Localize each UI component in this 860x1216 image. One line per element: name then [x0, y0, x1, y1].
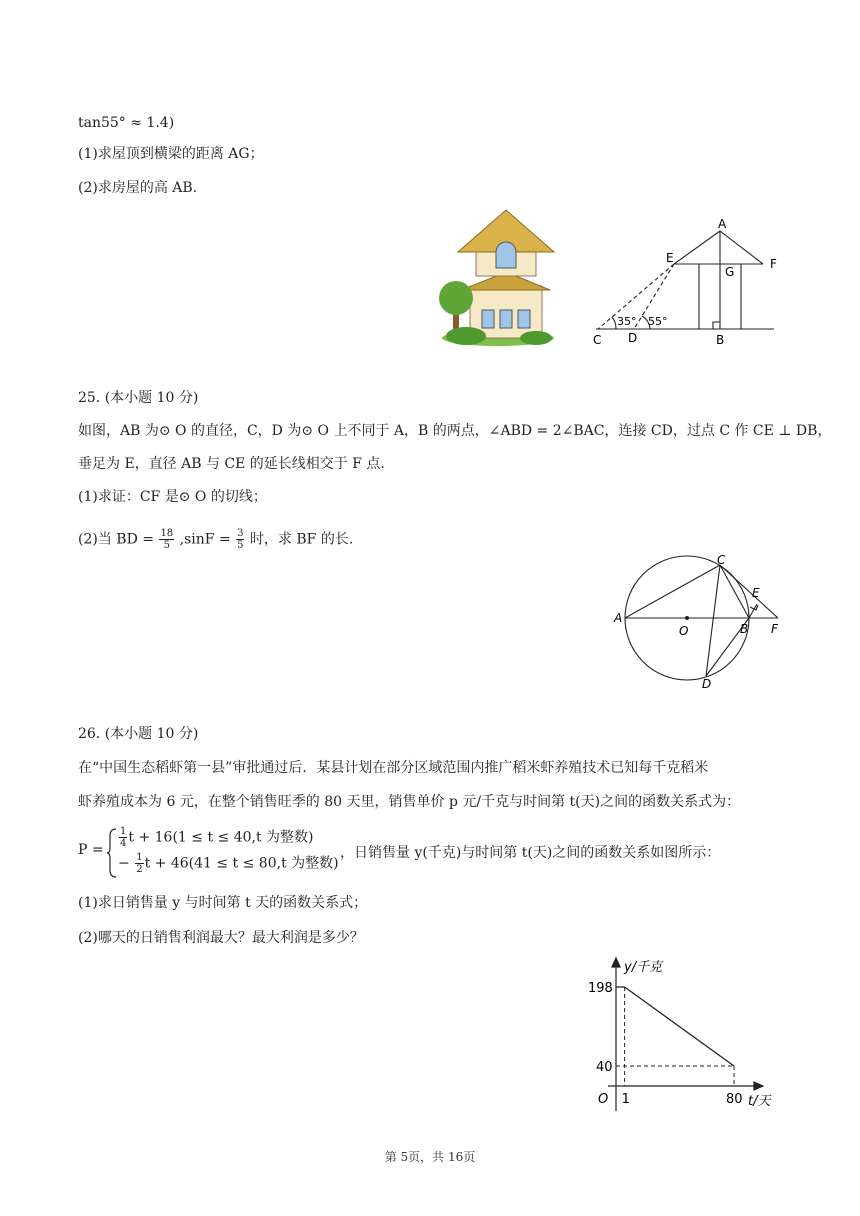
x-tick-label-0: 1: [621, 1092, 630, 1107]
case2-frac-num: 1: [136, 852, 143, 863]
fraction-bd-den: 5: [163, 540, 170, 551]
x-axis-label: t/天: [748, 1094, 771, 1109]
fraction-bd: [159, 528, 174, 551]
sales-line: [625, 987, 734, 1066]
arched-window: [496, 242, 516, 268]
label-b: B: [716, 333, 725, 347]
right-angle-mark-e: [750, 605, 758, 610]
case1-frac-num: 1: [120, 826, 127, 837]
case2-text: t + 46(41 ≤ t ≤ 80,t 为整数): [144, 855, 339, 872]
window-right: [518, 310, 530, 328]
q25-sub2-post: 时，求 BF 的长.: [249, 531, 354, 548]
origin-label: O: [598, 1092, 609, 1107]
x-axis-arrow: [754, 1082, 763, 1090]
label-e: E: [666, 251, 674, 265]
window-left: [482, 310, 494, 328]
roof-right: [720, 231, 763, 264]
label-d: D: [702, 677, 712, 690]
label-d: D: [628, 331, 638, 345]
bush-right: [520, 331, 552, 345]
roof-geometry-diagram: [588, 214, 788, 354]
left-brace: [106, 828, 118, 878]
q25-subquestion-2: [78, 528, 353, 551]
y-tick-label-0: 198: [588, 981, 613, 996]
tree-crown: [439, 281, 473, 315]
page-footer: 第 5页，共 16页: [384, 1150, 476, 1164]
fraction-sinf-num: 3: [237, 528, 244, 539]
label-a: A: [614, 611, 623, 625]
q25-sub2-pre: (2)当 BD =: [78, 531, 154, 548]
roof-left: [674, 231, 720, 264]
label-g: G: [725, 265, 735, 279]
label-c: C: [717, 555, 726, 567]
q24-tail-text: tan55° ≈ 1.4): [78, 115, 175, 131]
case1-text: t + 16(1 ≤ t ≤ 40,t 为整数): [128, 829, 314, 846]
after-function-text: ，日销售量 y(千克)与时间第 t(天)之间的函数关系如图所示：: [340, 845, 721, 861]
label-e: E: [752, 586, 760, 600]
house-illustration: [436, 206, 558, 348]
fraction-sinf-den: 5: [237, 540, 244, 551]
p-label: P =: [78, 842, 104, 858]
right-angle-mark: [713, 322, 720, 329]
label-o: O: [679, 624, 689, 638]
chord-cb: [720, 565, 749, 618]
fraction-bd-num: 18: [160, 528, 174, 539]
label-c: C: [593, 333, 602, 347]
q24-subquestion-2: (2)求房屋的高 AB.: [78, 180, 198, 196]
angle-label-55: 55°: [648, 315, 668, 328]
case1-fraction: [119, 826, 127, 849]
label-b: B: [740, 622, 749, 636]
q26-text-line1: 在“中国生态稻虾第一县”审批通过后．某县计划在部分区域范围内推广稻米虾养殖技术已知每千克稻米: [78, 760, 709, 776]
case2-fraction: [135, 852, 143, 875]
bush-left: [446, 327, 486, 345]
q25-text-line2: 垂足为 E，直径 AB 与 CE 的延长线相交于 F 点.: [78, 456, 385, 472]
y-tick-label-1: 40: [596, 1060, 613, 1075]
q25-text-line1: 如图，AB 为⊙ O 的直径，C，D 为⊙ O 上不同于 A，B 的两点，∠ABD = 2∠BAC，连接 CD，过点 C 作 CE ⊥ DB，: [78, 423, 832, 439]
y-axis-label: y/千克: [624, 960, 663, 975]
db-extension: [749, 604, 757, 618]
y-axis-arrow: [612, 958, 620, 967]
case2-sign: −: [118, 855, 130, 872]
fraction-sinf: [236, 528, 244, 551]
label-a: A: [718, 217, 727, 231]
q26-header: 26. (本小题 10 分): [78, 726, 199, 742]
q26-subquestion-2: (2)哪天的日销售利润最大？最大利润是多少？: [78, 930, 364, 946]
daily-sales-chart: [586, 955, 786, 1120]
q25-subquestion-1: (1)求证：CF 是⊙ O 的切线；: [78, 489, 267, 505]
x-tick-label-1: 80: [726, 1092, 743, 1107]
q25-header: 25. (本小题 10 分): [78, 390, 199, 406]
center-point: [685, 616, 689, 620]
window-middle: [500, 310, 512, 328]
angle-label-35: 35°: [617, 315, 637, 328]
label-f: F: [770, 257, 777, 271]
q26-subquestion-1: (1)求日销售量 y 与时间第 t 天的函数关系式；: [78, 895, 368, 911]
circle-tangent-diagram: [612, 555, 792, 690]
q26-text-line2: 虾养殖成本为 6 元，在整个销售旺季的 80 天里，销售单价 p 元/千克与时间第 t(天)之间的函数关系式为：: [78, 794, 741, 810]
label-f: F: [771, 622, 778, 636]
case1-frac-den: 4: [120, 838, 127, 849]
angle-arc-c: [612, 317, 616, 329]
case2-frac-den: 2: [136, 864, 143, 875]
case-2: [118, 852, 339, 875]
case-1: [118, 826, 314, 849]
q25-sub2-mid: ,sinF =: [179, 531, 231, 548]
q24-subquestion-1: (1)求屋顶到横梁的距离 AG；: [78, 146, 264, 162]
chord-ac: [625, 565, 720, 618]
